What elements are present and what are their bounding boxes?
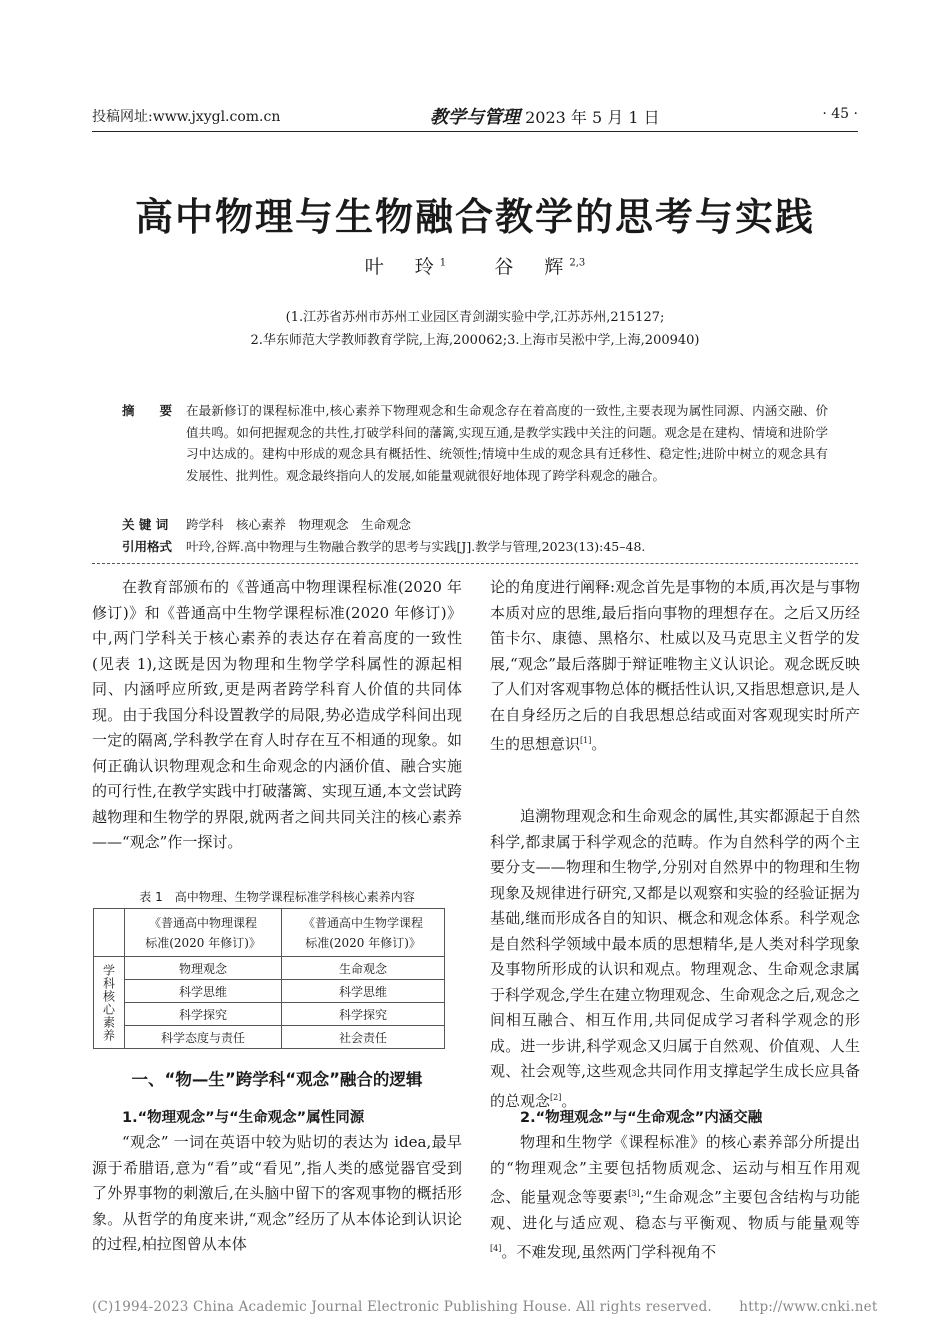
table-cell: 社会责任 — [282, 1026, 445, 1049]
copyright-watermark: (C)1994-2023 China Academic Journal Electronic Publishing House. All rights reserved. http://www.cnki.net — [92, 1299, 878, 1315]
paragraph: 在教育部颁布的《普通高中物理课程标准(2020 年修订)》和《普通高中生物学课程标准(2020 年修订)》中,两门学科关于核心素养的表达存在着高度的一致性(见表 1),这既是因为物理和生物学学科属性的源起相同、内涵呼应所致,更是两者跨学科育人价值的共同体现。由于我国分科设置教学的局限,势必造成学科间出现一定的隔离,学科教学在育人时存在互不相通的现象。如何正确认识物理观念和生命观念的内涵价值、融合实施的可行性,在教学实践中打破藩篱、实现互通,本文尝试跨越物理和生物学的界限,就两者之间共同关注的核心素养——“观念”作一探讨。 — [92, 578, 462, 851]
affiliations — [0, 306, 950, 352]
issue-date: 2023 年 5 月 1 日 — [525, 108, 660, 127]
table-row-label: 学科核心素养 — [94, 957, 125, 1049]
header-line: 《普通高中生物学课程 — [303, 915, 424, 930]
table-cell: 科学态度与责任 — [125, 1026, 282, 1049]
table-cell: 科学探究 — [282, 1003, 445, 1026]
table-header-physics — [125, 909, 282, 957]
table-corner-cell — [94, 909, 125, 957]
right-paragraph-3 — [490, 1130, 860, 1266]
section-divider — [92, 563, 858, 564]
abstract-label: 摘 要 — [122, 403, 173, 418]
table-cell: 科学思维 — [282, 980, 445, 1003]
author-name: 谷 辉 — [494, 256, 570, 278]
paragraph-text: 论的角度进行阐释:观念首先是事物的本质,再次是与事物本质对应的思维,最后指向事物的理想存在。之后又历经笛卡尔、康德、黑格尔、杜威以及马克思主义哲学的发展,“观念”最后落脚于辩证唯物主义认识论。观念既反映了人们对客观事物总体的概括性认识,又指思想意识,是人在自身经历之后的自我思想总结或面对客观现实时所产生的思想意识 — [490, 578, 860, 753]
paragraph-text: 物理和生物学《课程标准》的核心素养部分所提出的“物理观念”主要包括物质观念、运动与相互作用观念、能量观念等要素 — [490, 1133, 860, 1206]
citation-ref: [3] — [628, 1189, 640, 1198]
abstract — [122, 400, 828, 486]
affiliation-line: (1.江苏省苏州市苏州工业园区青剑湖实验中学,江苏苏州,215127; — [285, 310, 665, 325]
table-header-biology — [282, 909, 445, 957]
abstract-text: 在最新修订的课程标准中,核心素养下物理观念和生命观念存在着高度的一致性,主要表现为属性同源、内涵交融、价值共鸣。如何把握观念的共性,打破学科间的藩篱,实现互通,是教学实践中关注的问题。观念是在建构、情境和进阶学习中达成的。建构中形成的观念具有概括性、统领性;情境中生成的观念具有迁移性、稳定性;进阶中树立的观念具有发展性、批判性。观念最终指向人的发展,如能量观就很好地体现了跨学科观念的融合。 — [186, 403, 828, 483]
paragraph: 追溯物理观念和生命观念的属性,其实都源起于自然科学,都隶属于科学观念的范畴。作为自然科学的两个主要分支——物理和生物学,分别对自然界中的物理和生物现象及规律进行研究,又都是以观察和实验的经验证据为基础,继而形成各自的知识、概念和观念体系。科学观念是自然科学领域中最本质的思想精华,是人类对科学现象及事物所形成的认识和观点。物理观念、生命观念隶属于科学观念,学生在建立物理观念、生命观念之后,观念之间相互融合、相互作用,共同促成学习者科学观念的形成。进一步讲,科学观念又归属于自然观、价值观、人生观、社会观等,这些观念共同作用支撑起学生成长应具备的总观念[2]。 — [490, 807, 860, 1110]
affiliation-line: 2.华东师范大学教师教育学院,上海,200062;3.上海市吴淞中学,上海,200940) — [250, 333, 700, 348]
citation-label: 引用格式 — [122, 539, 173, 554]
authors — [0, 252, 950, 279]
header-rule — [92, 131, 858, 132]
keywords — [122, 514, 828, 536]
table-cell: 科学思维 — [125, 980, 282, 1003]
paragraph: “观念” 一词在英语中较为贴切的表达为 idea,最早源于希腊语,意为“看”或“看见”,指人类的感觉器官受到了外界事物的刺激后,在头脑中留下的客观事物的概括形象。从哲学的角度来讲,“观念”经历了从本体论到认识论的过程,柏拉图曾从本体 — [92, 1133, 462, 1253]
core-literacy-table — [93, 908, 445, 1049]
journal-header — [430, 103, 660, 129]
citation — [122, 536, 828, 558]
paragraph: 论的角度进行阐释:观念首先是事物的本质,再次是与事物本质对应的思维,最后指向事物的理想存在。之后又历经笛卡尔、康德、黑格尔、杜威以及马克思主义哲学的发展,“观念”最后落脚于辩证唯物主义认识论。观念既反映了人们对客观事物总体的概括性认识,又指思想意识,是人在自身经历之后的自我思想总结或面对客观现实时所产生的思想意识[1]。 — [490, 578, 860, 753]
paragraph-text: ;“生命观念”主要包含结构与功能观、进化与适应观、稳态与平衡观、物质与能量观等 — [490, 1188, 860, 1232]
author-affiliation-mark: 1 — [439, 257, 447, 269]
paragraph-text: 。不难发现,虽然两门学科视角不 — [501, 1243, 717, 1261]
citation-ref: [2] — [550, 1092, 562, 1102]
submission-site: 投稿网址:www.jxygl.com.cn — [92, 109, 281, 125]
header-line: 标准(2020 年修订)》 — [145, 935, 261, 950]
section-heading: 一、“物—生”跨学科“观念”融合的逻辑 — [131, 1070, 423, 1089]
keywords-label: 关 键 词 — [122, 517, 169, 532]
paragraph-text: 追溯物理观念和生命观念的属性,其实都源起于自然科学,都隶属于科学观念的范畴。作为自然科学的两个主要分支——物理和生物学,分别对自然界中的物理和生物现象及规律进行研究,又都是以观察和实验的经验证据为基础,继而形成各自的知识、概念和观念体系。科学观念是自然科学领域中最本质的思想精华,是人类对科学现象及事物所形成的认识和观点。物理观念、生命观念隶属于科学观念,学生在建立物理观念、生命观念之后,观念之间相互融合、相互作用,共同促成学习者科学观念的形成。进一步讲,科学观念又归属于自然观、价值观、人生观、社会观等,这些观念共同作用支撑起学生成长应具备的总观念 — [490, 807, 860, 1110]
right-paragraph-1 — [490, 575, 860, 758]
intro-paragraph — [92, 575, 462, 856]
paragraph — [490, 1130, 860, 1266]
header-line: 《普通高中物理课程 — [149, 915, 258, 930]
journal-name: 教学与管理 — [430, 107, 520, 128]
table-cell: 科学探究 — [125, 1003, 282, 1026]
page-number: · 45 · — [822, 106, 858, 122]
subsection-paragraph — [92, 1130, 462, 1258]
author-affiliation-mark: 2,3 — [569, 257, 586, 269]
citation-ref: [1] — [580, 736, 592, 745]
subsection-heading: 1.“物理观念”与“生命观念”属性同源 — [122, 1110, 365, 1126]
table-cell: 物理观念 — [125, 957, 282, 980]
citation-text: 叶玲,谷辉.高中物理与生物融合教学的思考与实践[J].教学与管理,2023(13):45–48. — [186, 539, 646, 554]
table-cell: 生命观念 — [282, 957, 445, 980]
article-title: 高中物理与生物融合教学的思考与实践 — [134, 195, 815, 239]
subsection-heading: 2.“物理观念”与“生命观念”内涵交融 — [520, 1110, 763, 1126]
right-paragraph-2 — [490, 804, 860, 1114]
author-name: 叶 玲 — [364, 256, 440, 278]
header-line: 标准(2020 年修订)》 — [305, 935, 421, 950]
keywords-text: 跨学科 核心素养 物理观念 生命观念 — [186, 517, 412, 532]
citation-ref: [4] — [490, 1244, 502, 1253]
table-caption: 表 1 高中物理、生物学课程标准学科核心素养内容 — [139, 890, 415, 904]
